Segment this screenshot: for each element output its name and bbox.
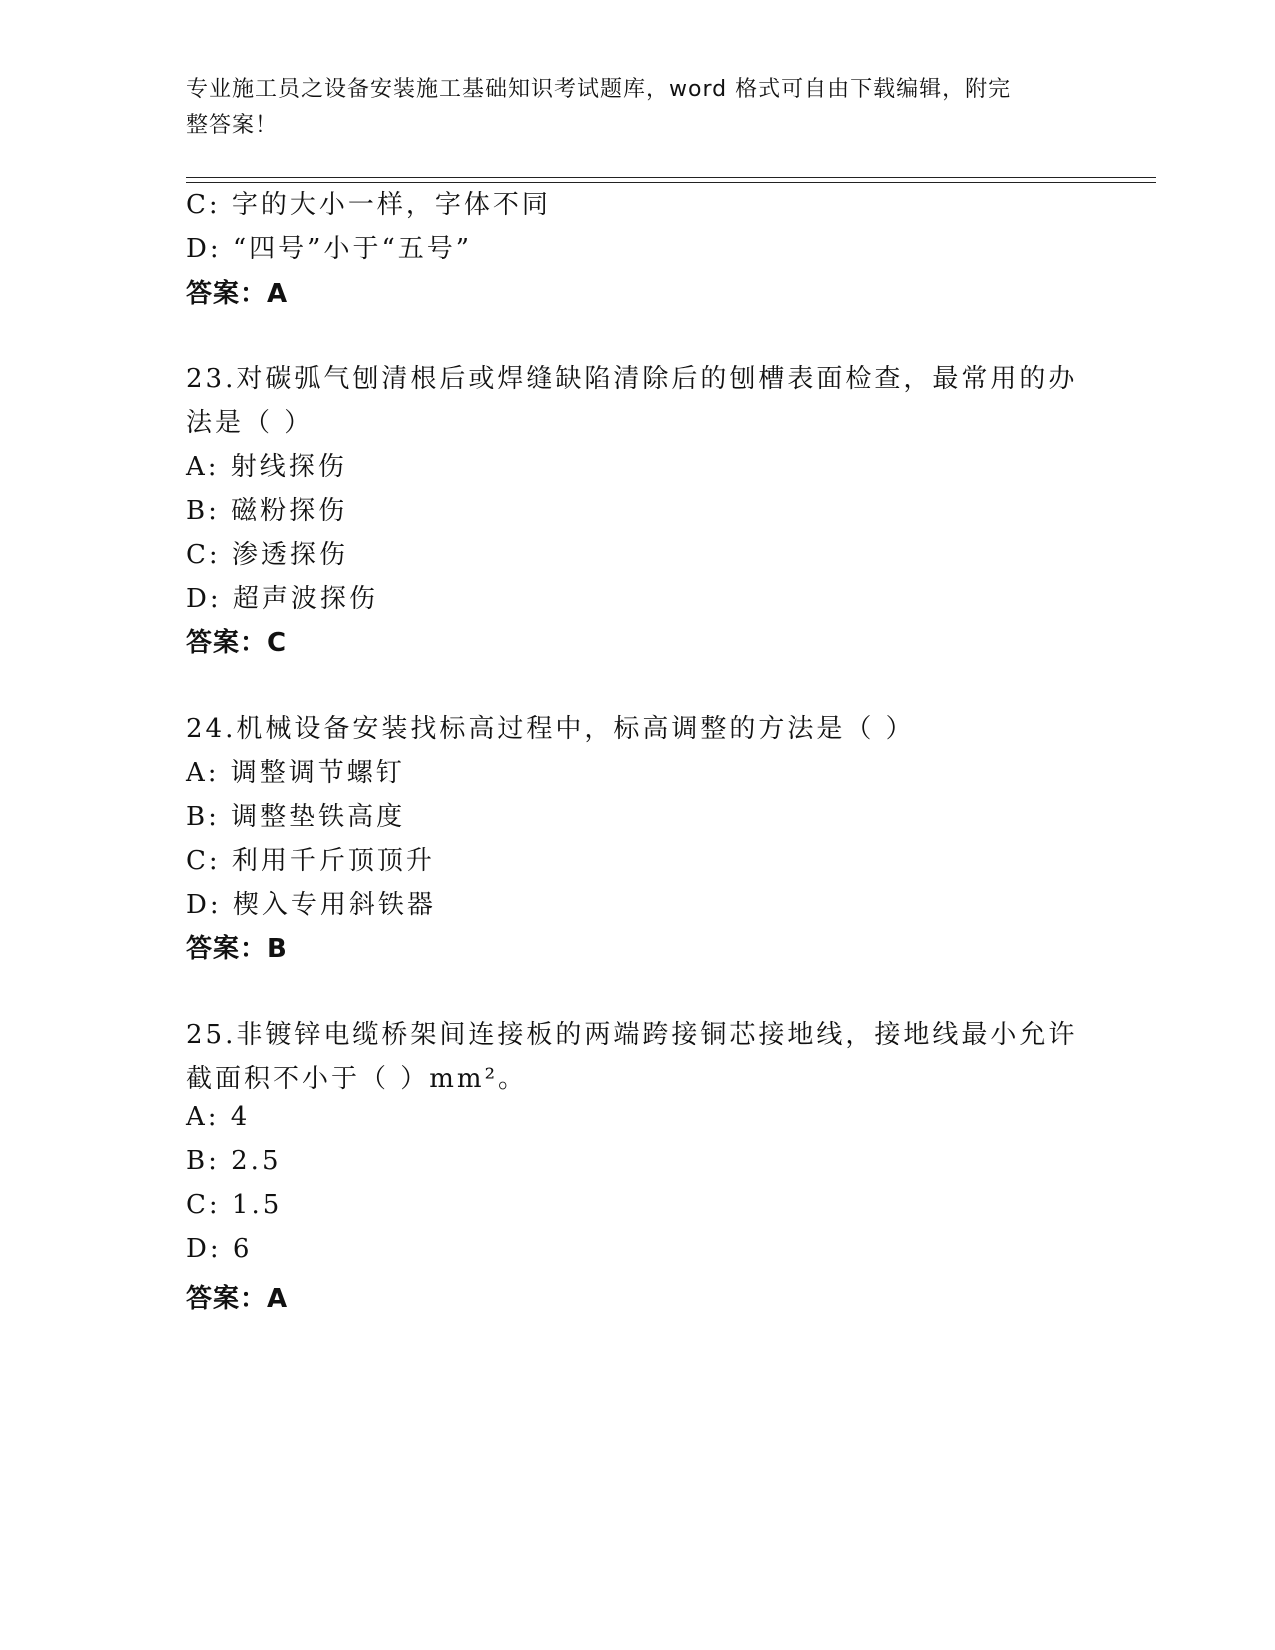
q23-answer: 答案：C [186,628,288,658]
q24-option-b: B: 调整垫铁高度 [186,802,406,832]
q23-option-b: B: 磁粉探伤 [186,496,348,526]
q24-answer: 答案：B [186,934,288,964]
q25-option-c: C: 1.5 [186,1190,283,1220]
q22-answer: 答案：A [186,279,289,309]
q25-answer: 答案：A [186,1284,289,1314]
q23-stem-line-2: 法是（ ） [186,408,314,438]
q23-option-c: C: 渗透探伤 [186,540,348,570]
q25-option-d: D: 6 [186,1234,253,1264]
q25-option-a: A: 4 [186,1102,251,1132]
q22-option-c: C: 字的大小一样，字体不同 [186,190,551,220]
q23-option-a: A: 射线探伤 [186,452,347,482]
header-divider-bottom [186,182,1156,183]
document-header [186,72,1066,144]
header-divider-top [186,177,1156,178]
header-line-1: 专业施工员之设备安装施工基础知识考试题库，word 格式可自由下载编辑，附完 [186,77,1012,102]
q24-stem-line-1: 24.机械设备安装找标高过程中，标高调整的方法是（ ） [186,714,915,744]
q25-option-b: B: 2.5 [186,1146,282,1176]
q24-option-c: C: 利用千斤顶顶升 [186,846,435,876]
q24-option-d: D: 楔入专用斜铁器 [186,890,436,920]
q23-option-d: D: 超声波探伤 [186,584,378,614]
q25-stem-line-1: 25.非镀锌电缆桥架间连接板的两端跨接铜芯接地线，接地线最小允许 [186,1020,1078,1050]
q25-stem-line-2: 截面积不小于（ ）mm²。 [186,1064,527,1094]
header-line-2: 整答案！ [186,113,279,138]
q23-stem-line-1: 23.对碳弧气刨清根后或焊缝缺陷清除后的刨槽表面检查，最常用的办 [186,364,1078,394]
q22-option-d: D: “四号”小于“五号” [186,234,473,264]
q24-option-a: A: 调整调节螺钉 [186,758,405,788]
